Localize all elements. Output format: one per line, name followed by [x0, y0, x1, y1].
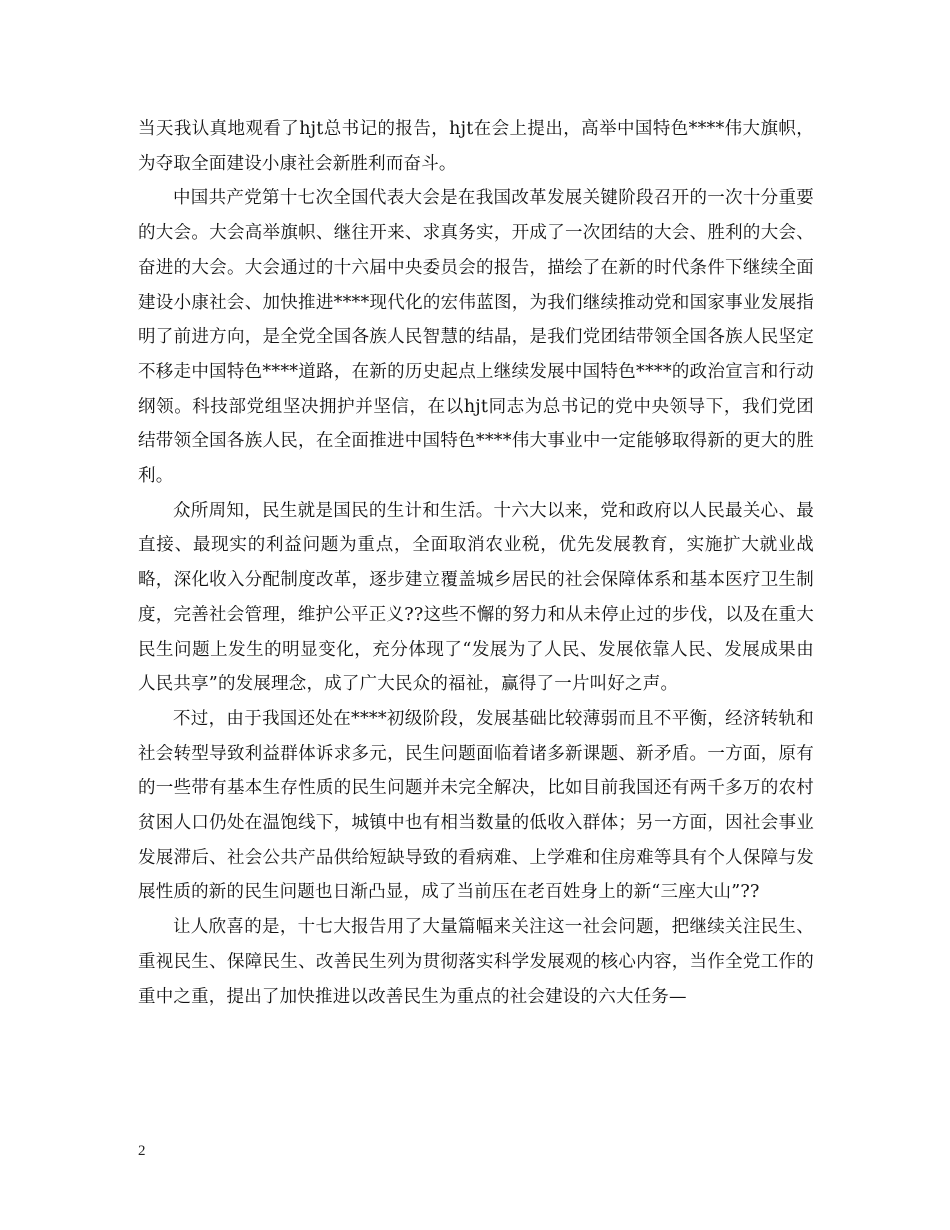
- document-body: [138, 112, 814, 1014]
- paragraph-3: 众所周知，民生就是国民的生计和生活。十六大以来，党和政府以人民最关心、最直接、最现实的利益问题为重点，全面取消农业税，优先发展教育，实施扩大就业战略，深化收入分配制度改革，逐步建立覆盖城乡居民的社会保障体系和基本医疗卫生制度，完善社会管理，维护公平正义??这些不懈的努力和从未停止过的步伐，以及在重大民生问题上发生的明显变化，充分体现了“发展为了人民、发展依靠人民、发展成果由人民共享”的发展理念，成了广大民众的福祉，赢得了一片叫好之声。: [138, 500, 814, 695]
- paragraph-4: 不过，由于我国还处在****初级阶段，发展基础比较薄弱而且不平衡，经济转轨和社会转型导致利益群体诉求多元，民生问题面临着诸多新课题、新矛盾。一方面，原有的一些带有基本生存性质的民生问题并未完全解决，比如目前我国还有两千多万的农村贫困人口仍处在温饱线下，城镇中也有相当数量的低收入群体；另一方面，因社会事业发展滞后、社会公共产品供给短缺导致的看病难、上学难和住房难等具有个人保障与发展性质的新的民生问题也日渐凸显，成了当前压在老百姓身上的新“三座大山”??: [138, 708, 814, 903]
- paragraph-1: 当天我认真地观看了hjt总书记的报告，hjt在会上提出，高举中国特色****伟大旗帜，为夺取全面建设小康社会新胜利而奋斗。: [138, 119, 814, 174]
- paragraph-2: 中国共产党第十七次全国代表大会是在我国改革发展关键阶段召开的一次十分重要的大会。大会高举旗帜、继往开来、求真务实，开成了一次团结的大会、胜利的大会、奋进的大会。大会通过的十六届中央委员会的报告，描绘了在新的时代条件下继续全面建设小康社会、加快推进****现代化的宏伟蓝图，为我们继续推动党和国家事业发展指明了前进方向，是全党全国各族人民智慧的结晶，是我们党团结带领全国各族人民坚定不移走中国特色****道路，在新的历史起点上继续发展中国特色****的政治宣言和行动纲领。科技部党组坚决拥护并坚信，在以hjt同志为总书记的党中央领导下，我们党团结带领全国各族人民，在全面推进中国特色****伟大事业中一定能够取得新的更大的胜利。: [138, 188, 814, 487]
- page-number: 2: [138, 1143, 146, 1159]
- paragraph-5: 让人欣喜的是，十七大报告用了大量篇幅来关注这一社会问题，把继续关注民生、重视民生、保障民生、改善民生列为贯彻落实科学发展观的核心内容，当作全党工作的重中之重，提出了加快推进以改善民生为重点的社会建设的六大任务—: [138, 917, 814, 1007]
